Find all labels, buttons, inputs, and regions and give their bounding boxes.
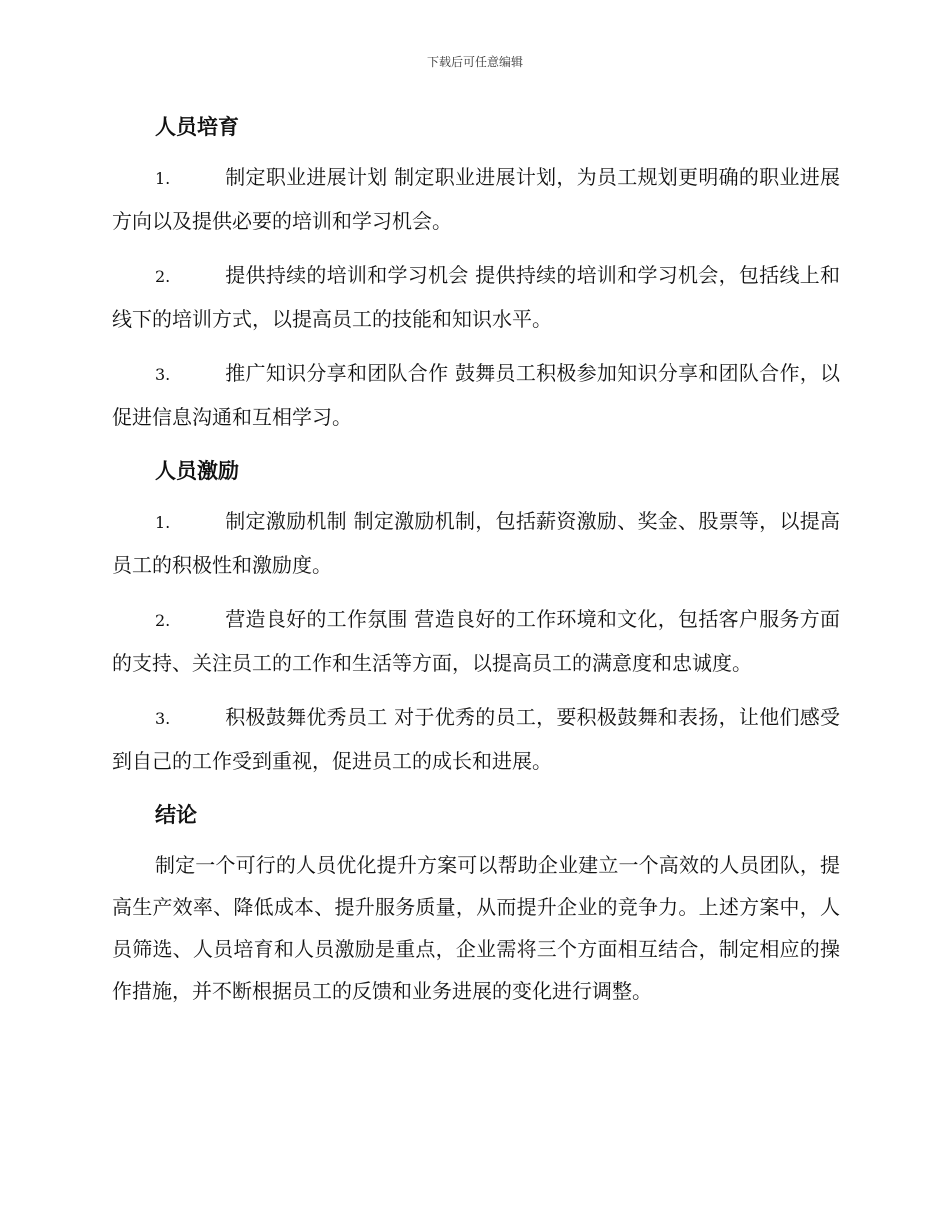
document-body <box>112 106 840 1012</box>
list-item-text: 积极鼓舞优秀员工 对于优秀的员工，要积极鼓舞和表扬，让他们感受到自己的工作受到重视，促进员工的成长和进展。 <box>112 705 840 773</box>
list-item-number: 2. <box>155 611 171 630</box>
section-heading-training: 人员培育 <box>155 114 239 139</box>
list-item-text: 提供持续的培训和学习机会 提供持续的培训和学习机会，包括线上和线下的培训方式，以提高员工的技能和知识水平。 <box>112 263 840 331</box>
list-item-number: 1. <box>155 513 171 532</box>
list-item <box>112 254 840 340</box>
page-header: 下载后可任意编辑 <box>426 55 523 69</box>
list-item-text: 推广知识分享和团队合作 鼓舞员工积极参加知识分享和团队合作，以促进信息沟通和互相学习。 <box>112 361 840 429</box>
list-item <box>112 500 840 586</box>
list-item <box>112 352 840 438</box>
list-item-number: 3. <box>155 709 171 728</box>
list-item-text: 营造良好的工作氛围 营造良好的工作环境和文化，包括客户服务方面的支持、关注员工的工作和生活等方面，以提高员工的满意度和忠诚度。 <box>112 607 840 675</box>
list-item-text: 制定职业进展计划 制定职业进展计划，为员工规划更明确的职业进展方向以及提供必要的培训和学习机会。 <box>112 165 840 233</box>
list-item-number: 2. <box>155 267 171 286</box>
list-item-text: 制定激励机制 制定激励机制，包括薪资激励、奖金、股票等，以提高员工的积极性和激励度。 <box>112 509 840 577</box>
section-heading-incentive: 人员激励 <box>155 458 239 483</box>
section-heading-conclusion: 结论 <box>155 802 197 827</box>
list-item <box>112 696 840 782</box>
conclusion-paragraph: 制定一个可行的人员优化提升方案可以帮助企业建立一个高效的人员团队，提高生产效率、降低成本、提升服务质量，从而提升企业的竞争力。上述方案中，人员筛选、人员培育和人员激励是重点，企业需将三个方面相互结合，制定相应的操作措施，并不断根据员工的反馈和业务进展的变化进行调整。 <box>112 853 840 1003</box>
list-item-number: 3. <box>155 365 171 384</box>
list-item-number: 1. <box>155 169 171 188</box>
list-item <box>112 598 840 684</box>
list-item <box>112 156 840 242</box>
